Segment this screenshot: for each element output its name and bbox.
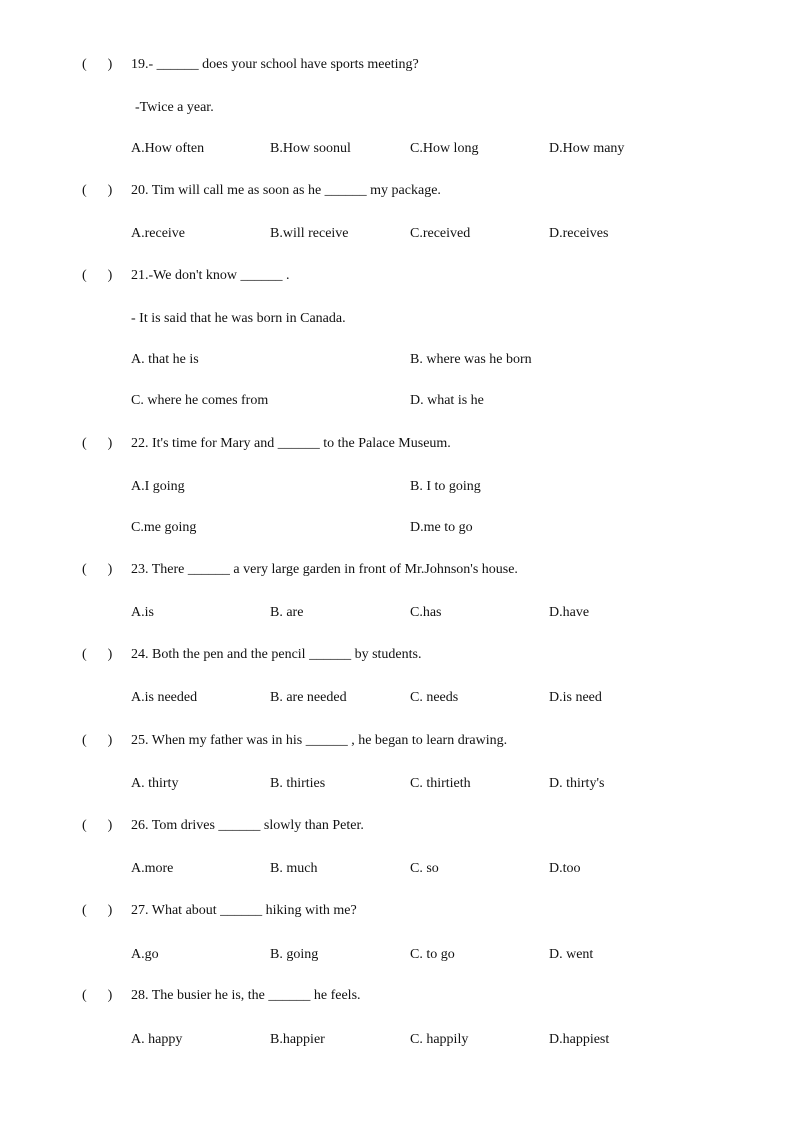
option-b[interactable]: B. much [270, 861, 318, 876]
option-d[interactable]: D. what is he [410, 393, 484, 408]
answer-blank[interactable]: ( ) [82, 733, 113, 748]
option-b[interactable]: B. going [270, 947, 319, 962]
answer-blank[interactable]: ( ) [82, 903, 113, 918]
question-stem: 19.- ______ does your school have sports meeting? [131, 57, 419, 72]
answer-blank[interactable]: ( ) [82, 562, 113, 577]
option-c[interactable]: C. where he comes from [131, 393, 269, 408]
option-b[interactable]: B.will receive [270, 226, 349, 241]
option-c[interactable]: C. needs [410, 690, 459, 705]
option-b[interactable]: B. are [270, 605, 304, 620]
option-b[interactable]: B. where was he born [410, 352, 532, 367]
option-c[interactable]: C.received [410, 226, 471, 241]
option-a[interactable]: A. happy [131, 1032, 183, 1047]
option-d[interactable]: D.receives [549, 226, 609, 241]
option-a[interactable]: A.more [131, 861, 174, 876]
option-d[interactable]: D.How many [549, 141, 625, 156]
option-d[interactable]: D. went [549, 947, 594, 962]
option-a[interactable]: A.I going [131, 479, 185, 494]
answer-blank[interactable]: ( ) [82, 818, 113, 833]
question-stem: 24. Both the pen and the pencil ______ by students. [131, 647, 422, 662]
option-d[interactable]: D. thirty's [549, 776, 605, 791]
question-stem: 20. Tim will call me as soon as he ______ my package. [131, 183, 441, 198]
question-stem: 22. It's time for Mary and ______ to the Palace Museum. [131, 436, 451, 451]
question-stem: 23. There ______ a very large garden in front of Mr.Johnson's house. [131, 562, 518, 577]
question-reply: - It is said that he was born in Canada. [131, 311, 346, 326]
option-c[interactable]: C.has [410, 605, 442, 620]
option-c[interactable]: C.me going [131, 520, 197, 535]
option-d[interactable]: D.too [549, 861, 581, 876]
question-stem: 26. Tom drives ______ slowly than Peter. [131, 818, 364, 833]
option-a[interactable]: A.How often [131, 141, 205, 156]
answer-blank[interactable]: ( ) [82, 647, 113, 662]
option-a[interactable]: A. thirty [131, 776, 179, 791]
answer-blank[interactable]: ( ) [82, 436, 113, 451]
option-c[interactable]: C. so [410, 861, 439, 876]
option-a[interactable]: A. that he is [131, 352, 199, 367]
option-a[interactable]: A.is needed [131, 690, 198, 705]
question-stem: 27. What about ______ hiking with me? [131, 903, 357, 918]
option-b[interactable]: B. I to going [410, 479, 481, 494]
option-c[interactable]: C. to go [410, 947, 455, 962]
question-reply: -Twice a year. [135, 100, 214, 115]
option-d[interactable]: D.is need [549, 690, 602, 705]
option-c[interactable]: C.How long [410, 141, 479, 156]
option-a[interactable]: A.go [131, 947, 159, 962]
option-c[interactable]: C. thirtieth [410, 776, 471, 791]
option-b[interactable]: B. are needed [270, 690, 347, 705]
option-c[interactable]: C. happily [410, 1032, 469, 1047]
answer-blank[interactable]: ( ) [82, 57, 113, 72]
option-b[interactable]: B.How soonul [270, 141, 351, 156]
question-stem: 28. The busier he is, the ______ he feels. [131, 988, 361, 1003]
answer-blank[interactable]: ( ) [82, 988, 113, 1003]
option-d[interactable]: D.have [549, 605, 590, 620]
option-d[interactable]: D.happiest [549, 1032, 610, 1047]
answer-blank[interactable]: ( ) [82, 268, 113, 283]
option-a[interactable]: A.is [131, 605, 154, 620]
option-a[interactable]: A.receive [131, 226, 186, 241]
option-b[interactable]: B.happier [270, 1032, 325, 1047]
answer-blank[interactable]: ( ) [82, 183, 113, 198]
option-d[interactable]: D.me to go [410, 520, 473, 535]
question-stem: 21.-We don't know ______ . [131, 268, 290, 283]
option-b[interactable]: B. thirties [270, 776, 326, 791]
question-stem: 25. When my father was in his ______ , he began to learn drawing. [131, 733, 508, 748]
